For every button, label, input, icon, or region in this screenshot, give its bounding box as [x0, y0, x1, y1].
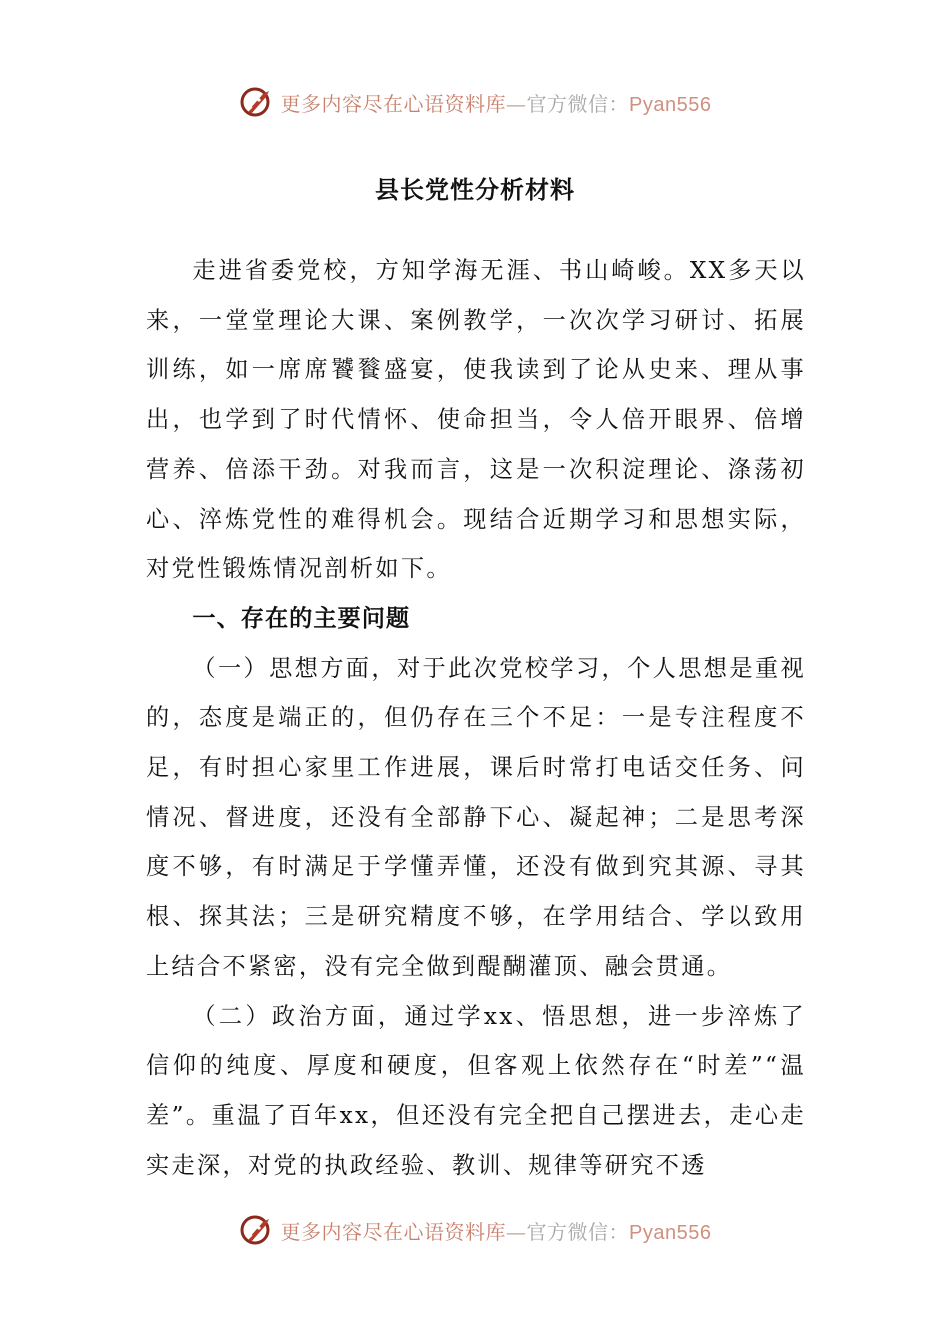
document-title: 县长党性分析材料: [375, 176, 575, 204]
watermark-wechat-label: 官方微信：: [526, 91, 630, 116]
watermark-wechat-id: Pyan556: [629, 1221, 712, 1244]
watermark-dash: —: [506, 1219, 527, 1244]
pen-nib-circle-icon: [239, 84, 275, 120]
watermark-group: [239, 1212, 712, 1248]
watermark-group: [239, 84, 712, 120]
watermark-dash: —: [506, 91, 527, 116]
header-watermark: [0, 80, 950, 124]
watermark-wechat-label: 官方微信：: [526, 1219, 630, 1244]
watermark-text: [281, 1216, 712, 1245]
section-heading: 一、存在的主要问题: [192, 604, 411, 632]
watermark-wechat-id: Pyan556: [629, 93, 712, 116]
section-paragraph-thought: （一）思想方面，对于此次党校学习，个人思想是重视的，态度是端正的，但仍存在三个不足：一是专注程度不足，有时担心家里工作进展，课后时常打电话交任务、问情况、督进度，还没有全部静下心、凝起神；二是思考深度不够，有时满足于学懂弄懂，还没有做到究其源、寻其根、探其法；三是研究精度不够，在学用结合、学以致用上结合不紧密，没有完全做到醍醐灌顶、融会贯通。: [146, 654, 806, 980]
footer-watermark: [0, 1208, 950, 1252]
watermark-brand: 更多内容尽在心语资料库: [280, 91, 507, 116]
watermark-text: [281, 88, 712, 117]
section-paragraph-politics: （二）政治方面，通过学xx、悟思想，进一步淬炼了信仰的纯度、厚度和硬度，但客观上依然存在“时差”“温差”。重温了百年xx，但还没有完全把自己摆进去，走心走实走深，对党的执政经验、教训、规律等研究不透: [146, 1002, 806, 1179]
pen-nib-circle-icon: [239, 1212, 275, 1248]
watermark-brand: 更多内容尽在心语资料库: [280, 1219, 507, 1244]
intro-paragraph: 走进省委党校，方知学海无涯、书山崎峻。XX多天以来，一堂堂理论大课、案例教学，一次次学习研讨、拓展训练，如一席席饕餮盛宴，使我读到了论从史来、理从事出，也学到了时代情怀、使命担当，令人倍开眼界、倍增营养、倍添干劲。对我而言，这是一次积淀理论、涤荡初心、淬炼党性的难得机会。现结合近期学习和思想实际，对党性锻炼情况剖析如下。: [146, 257, 806, 583]
document-body: [146, 246, 806, 1190]
